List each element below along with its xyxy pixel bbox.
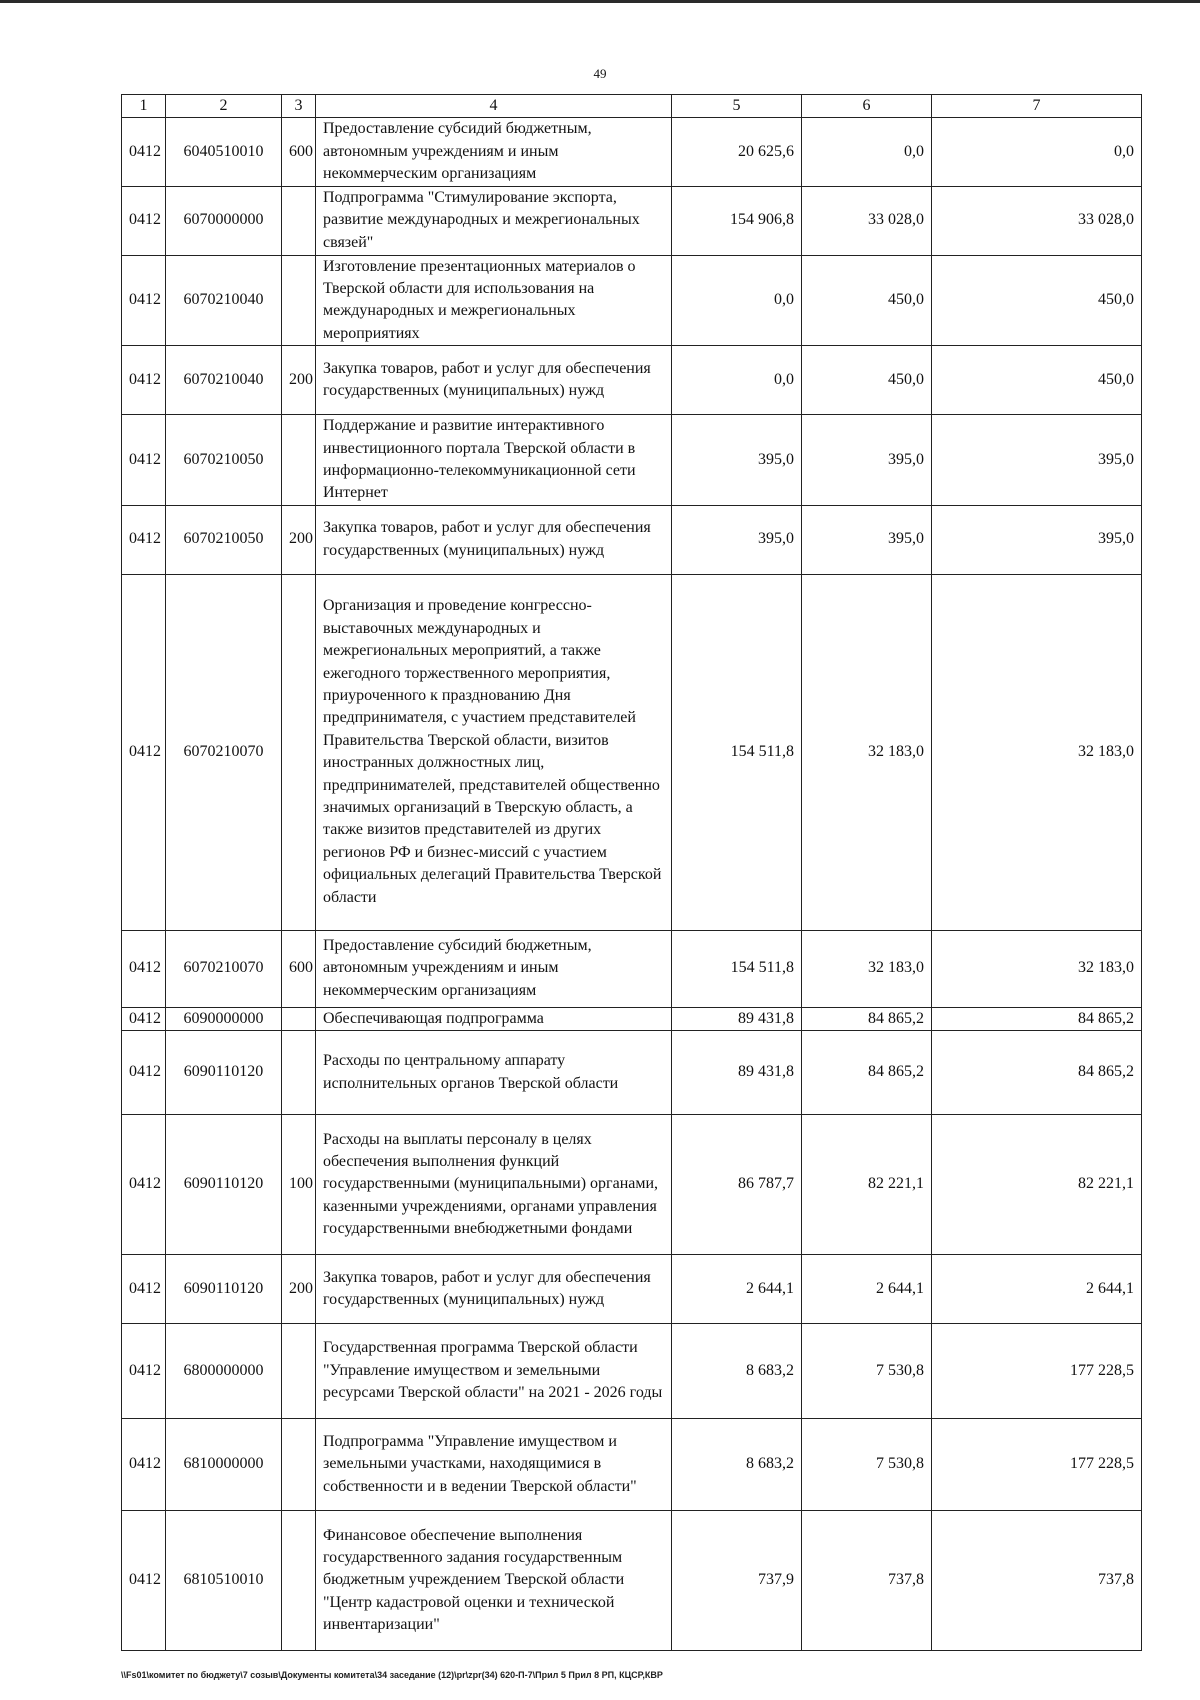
target-article-code: 6090110120 [166,1031,282,1115]
table-row [122,574,1142,930]
amount-col-7: 395,0 [932,505,1142,574]
description: Расходы на выплаты персоналу в целях обеспечения выполнения функций государственными (муниципальными) органами, казенными учреждениями, органами управления государственными внебюджетными фондами [316,1115,672,1255]
amount-col-6: 395,0 [802,505,932,574]
section-code: 0412 [122,118,166,186]
header-cell-2: 2 [166,95,282,118]
target-article-code: 6090110120 [166,1255,282,1324]
section-code: 0412 [122,346,166,415]
page-number: 49 [593,66,607,81]
table-row [122,415,1142,506]
amount-col-6: 0,0 [802,118,932,186]
section-code: 0412 [122,186,166,255]
description: Закупка товаров, работ и услуг для обеспечения государственных (муниципальных) нужд [316,505,672,574]
expense-type-code [282,186,316,255]
amount-col-7: 2 644,1 [932,1255,1142,1324]
expense-type-code [282,1031,316,1115]
amount-col-5: 8 683,2 [672,1419,802,1511]
header-cell-1: 1 [122,95,166,118]
target-article-code: 6070210050 [166,415,282,506]
target-article-code: 6090110120 [166,1115,282,1255]
section-code: 0412 [122,1511,166,1651]
amount-col-5: 2 644,1 [672,1255,802,1324]
expense-type-code [282,255,316,346]
expense-type-code [282,1324,316,1419]
amount-col-5: 0,0 [672,346,802,415]
amount-col-7: 450,0 [932,346,1142,415]
amount-col-7: 177 228,5 [932,1324,1142,1419]
amount-col-5: 89 431,8 [672,1031,802,1115]
amount-col-6: 33 028,0 [802,186,932,255]
amount-col-6: 450,0 [802,255,932,346]
table-row [122,1511,1142,1651]
expense-type-code: 600 [282,118,316,186]
section-code: 0412 [122,574,166,930]
table-row [122,1007,1142,1030]
amount-col-7: 32 183,0 [932,574,1142,930]
amount-col-5: 89 431,8 [672,1007,802,1030]
table-row [122,118,1142,186]
target-article-code: 6070210040 [166,346,282,415]
target-article-code: 6090000000 [166,1007,282,1030]
amount-col-7: 450,0 [932,255,1142,346]
description: Предоставление субсидий бюджетным, автономным учреждениям и иным некоммерческим организациям [316,930,672,1007]
amount-col-6: 7 530,8 [802,1419,932,1511]
amount-col-5: 395,0 [672,505,802,574]
amount-col-5: 0,0 [672,255,802,346]
table-row [122,505,1142,574]
table-row [122,255,1142,346]
description: Предоставление субсидий бюджетным, автономным учреждениям и иным некоммерческим организациям [316,118,672,186]
amount-col-6: 84 865,2 [802,1007,932,1030]
expense-type-code: 200 [282,505,316,574]
description: Закупка товаров, работ и услуг для обеспечения государственных (муниципальных) нужд [316,346,672,415]
top-border-line [0,0,1200,3]
amount-col-6: 395,0 [802,415,932,506]
section-code: 0412 [122,1007,166,1030]
amount-col-6: 82 221,1 [802,1115,932,1255]
description: Организация и проведение конгрессно-выставочных международных и межрегиональных мероприятий, а также ежегодного торжественного мероприятия, приуроченного к празднованию Дня предпринимателя, с участием представителей Правительства Тверской области, визитов иностранных должностных лиц, предпринимателей, представителей общественно значимых организаций в Тверскую область, а также визитов представителей из других регионов РФ и бизнес-миссий с участием официальных делегаций Правительства Тверской области [316,574,672,930]
target-article-code: 6070210050 [166,505,282,574]
description: Изготовление презентационных материалов о Тверской области для использования на международных и межрегиональных мероприятиях [316,255,672,346]
amount-col-7: 84 865,2 [932,1007,1142,1030]
amount-col-5: 20 625,6 [672,118,802,186]
footer-file-path: \\Fs01\комитет по бюджету\7 созыв\Документы комитета\34 заседание (12)\pr\zpr(34) 620-П-7\Прил 5 Прил 8 РП, КЦСР,КВР [121,1670,663,1680]
amount-col-6: 7 530,8 [802,1324,932,1419]
header-cell-4: 4 [316,95,672,118]
table-row [122,1324,1142,1419]
amount-col-6: 450,0 [802,346,932,415]
amount-col-5: 737,9 [672,1511,802,1651]
description: Финансовое обеспечение выполнения государственного задания государственным бюджетным учреждением Тверской области "Центр кадастровой оценки и технической инвентаризации" [316,1511,672,1651]
expense-type-code [282,415,316,506]
table-row [122,346,1142,415]
description: Расходы по центральному аппарату исполнительных органов Тверской области [316,1031,672,1115]
target-article-code: 6070210070 [166,930,282,1007]
amount-col-6: 2 644,1 [802,1255,932,1324]
target-article-code: 6810510010 [166,1511,282,1651]
table-row [122,1255,1142,1324]
amount-col-7: 33 028,0 [932,186,1142,255]
amount-col-7: 84 865,2 [932,1031,1142,1115]
section-code: 0412 [122,1115,166,1255]
amount-col-7: 395,0 [932,415,1142,506]
table-row [122,1115,1142,1255]
description: Поддержание и развитие интерактивного инвестиционного портала Тверской области в информационно-телекоммуникационной сети Интернет [316,415,672,506]
amount-col-5: 395,0 [672,415,802,506]
description: Закупка товаров, работ и услуг для обеспечения государственных (муниципальных) нужд [316,1255,672,1324]
amount-col-7: 0,0 [932,118,1142,186]
amount-col-6: 32 183,0 [802,574,932,930]
amount-col-5: 8 683,2 [672,1324,802,1419]
amount-col-7: 177 228,5 [932,1419,1142,1511]
section-code: 0412 [122,1419,166,1511]
expense-type-code: 200 [282,346,316,415]
header-cell-5: 5 [672,95,802,118]
header-row [122,95,1142,118]
description: Подпрограмма "Стимулирование экспорта, развитие международных и межрегиональных связей" [316,186,672,255]
section-code: 0412 [122,415,166,506]
amount-col-5: 154 511,8 [672,930,802,1007]
expense-type-code [282,1511,316,1651]
description: Обеспечивающая подпрограмма [316,1007,672,1030]
target-article-code: 6810000000 [166,1419,282,1511]
amount-col-5: 154 511,8 [672,574,802,930]
description: Подпрограмма "Управление имуществом и земельными участками, находящимися в собственности и в ведении Тверской области" [316,1419,672,1511]
expense-type-code: 100 [282,1115,316,1255]
amount-col-5: 86 787,7 [672,1115,802,1255]
target-article-code: 6800000000 [166,1324,282,1419]
amount-col-6: 32 183,0 [802,930,932,1007]
section-code: 0412 [122,930,166,1007]
table-row [122,186,1142,255]
expense-type-code: 200 [282,1255,316,1324]
budget-table [121,94,1142,1651]
table-row [122,1031,1142,1115]
expense-type-code: 600 [282,930,316,1007]
header-cell-3: 3 [282,95,316,118]
section-code: 0412 [122,1255,166,1324]
target-article-code: 6070210070 [166,574,282,930]
amount-col-7: 32 183,0 [932,930,1142,1007]
header-cell-7: 7 [932,95,1142,118]
amount-col-5: 154 906,8 [672,186,802,255]
target-article-code: 6070210040 [166,255,282,346]
amount-col-7: 82 221,1 [932,1115,1142,1255]
table-row [122,930,1142,1007]
amount-col-6: 737,8 [802,1511,932,1651]
section-code: 0412 [122,1324,166,1419]
section-code: 0412 [122,505,166,574]
expense-type-code [282,1007,316,1030]
expense-type-code [282,1419,316,1511]
header-cell-6: 6 [802,95,932,118]
section-code: 0412 [122,1031,166,1115]
expense-type-code [282,574,316,930]
description: Государственная программа Тверской области "Управление имуществом и земельными ресурсами Тверской области" на 2021 - 2026 годы [316,1324,672,1419]
table-row [122,1419,1142,1511]
amount-col-6: 84 865,2 [802,1031,932,1115]
target-article-code: 6040510010 [166,118,282,186]
target-article-code: 6070000000 [166,186,282,255]
section-code: 0412 [122,255,166,346]
amount-col-7: 737,8 [932,1511,1142,1651]
